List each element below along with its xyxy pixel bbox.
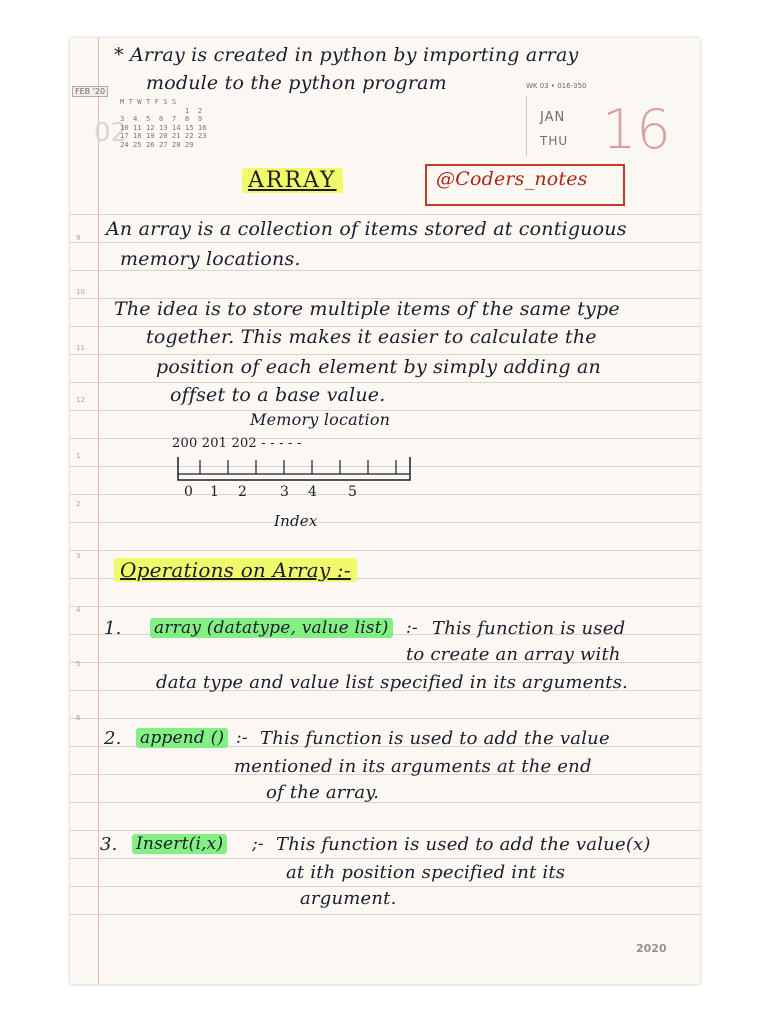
operations-heading: Operations on Array :-	[114, 558, 357, 582]
margin-line	[98, 38, 99, 984]
line-number: 1	[76, 452, 81, 460]
line-number: 9	[76, 234, 81, 242]
line-number: 2	[76, 500, 81, 508]
line-number: 10	[76, 288, 85, 296]
memory-cells	[170, 454, 420, 484]
operation-1-name: array (datatype, value list)	[150, 618, 393, 638]
operation-2-separator: :-	[236, 728, 248, 748]
ruled-line	[70, 802, 700, 803]
operation-2-name: append ()	[136, 728, 228, 748]
ruled-line	[70, 214, 700, 215]
ruled-line	[70, 830, 700, 831]
line-number: 4	[76, 606, 81, 614]
operation-2-number: 2.	[104, 728, 122, 749]
index-label: Index	[274, 512, 318, 530]
ruled-line	[70, 354, 700, 355]
line-number: 11	[76, 344, 85, 352]
ruled-line	[70, 606, 700, 607]
idea-line-4: offset to a base value.	[170, 384, 386, 406]
ruled-line	[70, 914, 700, 915]
page-title: ARRAY	[242, 168, 343, 193]
calendar-row: 24 25 26 27 28 29	[120, 139, 194, 149]
operation-3-number: 3.	[100, 834, 118, 855]
calendar-month-number: 02	[94, 118, 128, 148]
ruled-line	[70, 718, 700, 719]
definition-line-1: An array is a collection of items stored at contiguous	[106, 218, 627, 240]
calendar-row: 3 4 5 6 7 8 9	[120, 114, 203, 124]
ruled-line	[70, 550, 700, 551]
operation-3-name: Insert(i,x)	[132, 834, 227, 854]
memory-addresses: 200 201 202 - - - - -	[172, 436, 302, 451]
line-number: 12	[76, 396, 85, 404]
ruled-line	[70, 438, 700, 439]
index-2: 2	[238, 484, 248, 500]
operation-1-separator: :-	[406, 618, 418, 638]
operation-3-line-3: argument.	[300, 888, 397, 909]
ruled-line	[70, 494, 700, 495]
top-note-line-2: module to the python program	[146, 72, 447, 94]
ruled-line	[70, 242, 700, 243]
idea-line-1: The idea is to store multiple items of the same type	[114, 298, 620, 320]
mini-calendar	[120, 98, 207, 150]
calendar-row: 17 18 19 20 21 22 23	[120, 131, 207, 141]
idea-line-3: position of each element by simply adding an	[156, 356, 601, 378]
operation-2-line-1: This function is used to add the value	[260, 728, 610, 749]
ruled-line	[70, 858, 700, 859]
date-month: JAN	[540, 110, 566, 125]
ruled-line	[70, 522, 700, 523]
operation-1-line-1: This function is used	[432, 618, 626, 639]
calendar-row: 10 11 12 13 14 15 16	[120, 122, 207, 132]
week-label: WK 03 • 016-350	[526, 82, 587, 90]
date-day: 16	[602, 98, 671, 161]
ruled-line	[70, 270, 700, 271]
operation-1-line-3: data type and value list specified in its arguments.	[156, 672, 629, 693]
operation-1-line-2: to create an array with	[406, 644, 621, 665]
top-note-line-1: * Array is created in python by importing array	[114, 44, 579, 66]
index-0: 0	[184, 484, 194, 500]
line-number: 5	[76, 660, 81, 668]
ruled-line	[70, 886, 700, 887]
index-3: 3	[280, 484, 290, 500]
index-5: 5	[348, 484, 358, 500]
idea-line-2: together. This makes it easier to calculate the	[146, 326, 597, 348]
date-weekday: THU	[540, 134, 569, 148]
index-4: 4	[308, 484, 318, 500]
memory-location-label: Memory location	[250, 410, 391, 429]
operation-3-line-2: at ith position specified int its	[286, 862, 566, 883]
calendar-month-tag: FEB '20	[72, 86, 108, 97]
operation-3-separator: ;-	[252, 834, 264, 854]
year-label: 2020	[636, 942, 667, 955]
operation-2-line-3: of the array.	[266, 782, 380, 803]
operation-1-number: 1.	[104, 618, 122, 639]
ruled-line	[70, 382, 700, 383]
operation-3-line-1: This function is used to add the value(x)	[276, 834, 651, 855]
calendar-row: 1 2	[120, 105, 203, 115]
calendar-weekdays: M T W T F S S	[120, 97, 177, 106]
line-number: 3	[76, 552, 81, 560]
definition-line-2: memory locations.	[120, 248, 301, 270]
operation-2-line-2: mentioned in its arguments at the end	[234, 756, 592, 777]
author-handle: @Coders_notes	[436, 168, 588, 190]
line-number: 6	[76, 714, 81, 722]
notebook-page	[70, 38, 700, 984]
index-1: 1	[210, 484, 220, 500]
